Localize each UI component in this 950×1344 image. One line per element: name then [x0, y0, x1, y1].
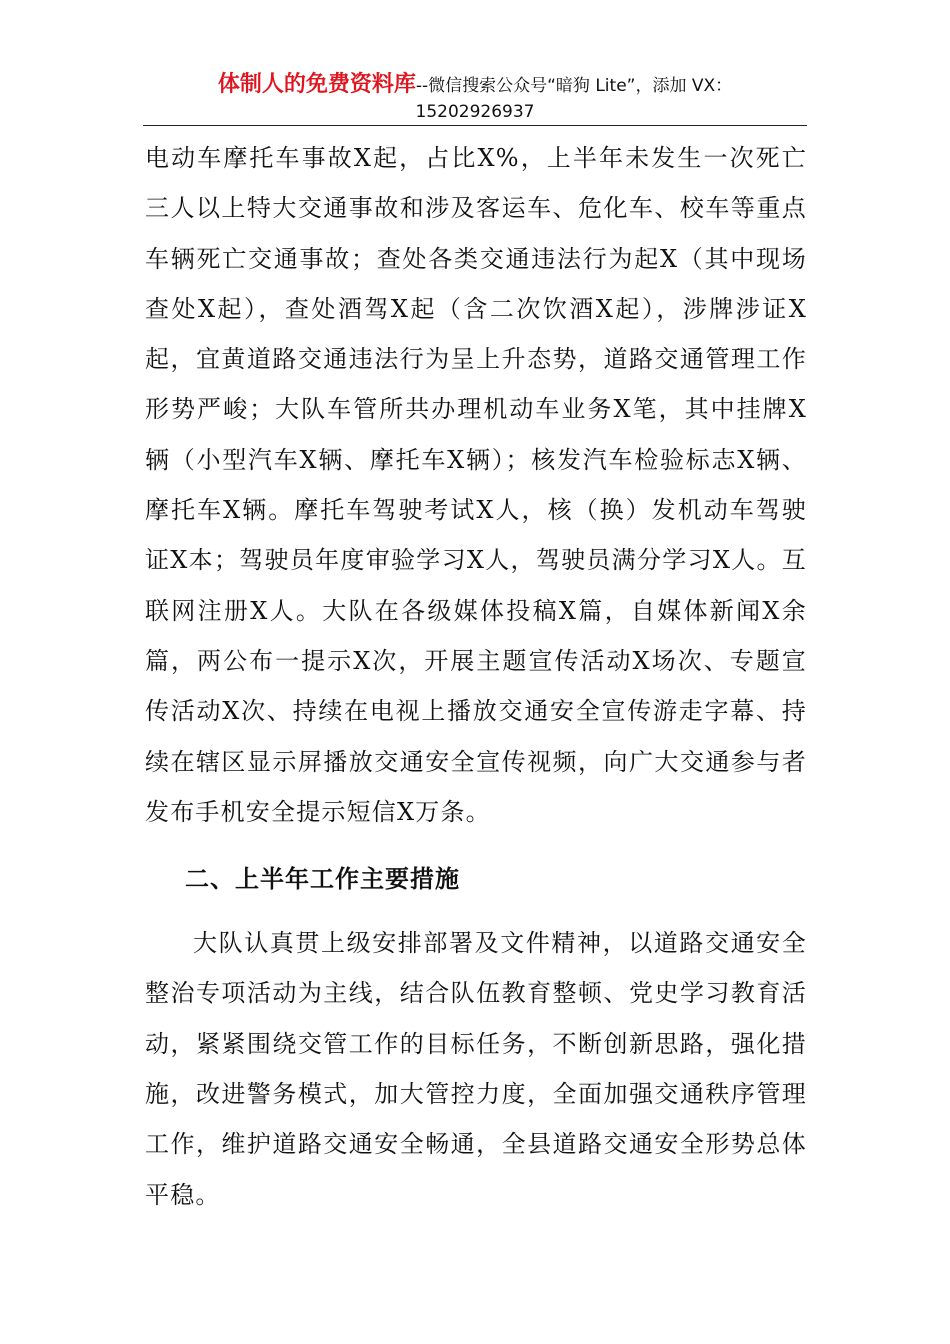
body-paragraph-statistics: 电动车摩托车事故X起，占比X%，上半年未发生一次死亡三人以上特大交通事故和涉及客运车、危化车、校车等重点车辆死亡交通事故；查处各类交通违法行为起X（其中现场查处X起），查处酒驾X起（含二次饮酒X起），涉牌涉证X起，宜黄道路交通违法行为呈上升态势，道路交通管理工作形势严峻；大队车管所共办理机动车业务X笔，其中挂牌X辆（小型汽车X辆、摩托车X辆）；核发汽车检验标志X辆、摩托车X辆。摩托车驾驶考试X人，核（换）发机动车驾驶证X本；驾驶员年度审验学习X人，驾驶员满分学习X人。互联网注册X人。大队在各级媒体投稿X篇，自媒体新闻X余篇，两公布一提示X次，开展主题宣传活动X场次、专题宣传活动X次、持续在电视上播放交通安全宣传游走字幕、持续在辖区显示屏播放交通安全宣传视频，向广大交通参与者发布手机安全提示短信X万条。	[145, 144, 807, 826]
header-divider	[143, 125, 807, 126]
header-brand: 体制人的免费资料库	[217, 72, 416, 97]
header-phone: 15202926937	[415, 102, 535, 122]
section-heading: 二、上半年工作主要措施	[185, 865, 460, 894]
header-promo-text: --微信搜索公众号“暗狗 Lite”，添加 VX：	[415, 76, 733, 96]
page-header	[143, 72, 807, 125]
body-paragraph-measures: 大队认真贯上级安排部署及文件精神，以道路交通安全整治专项活动为主线，结合队伍教育整顿、党史学习教育活动，紧紧围绕交管工作的目标任务，不断创新思路，强化措施，改进警务模式，加大管控力度，全面加强交通秩序管理工作，维护道路交通安全畅通，全县道路交通安全形势总体平稳。	[145, 929, 807, 1209]
document-body	[145, 133, 807, 1220]
